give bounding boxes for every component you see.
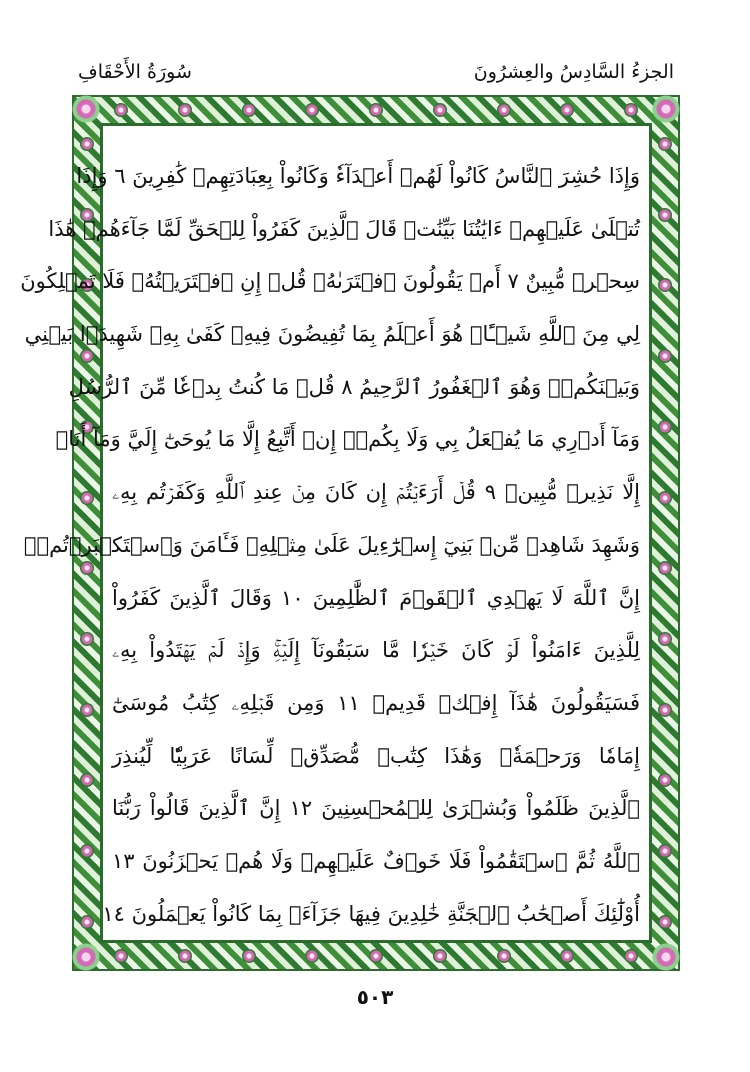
flower-icon xyxy=(560,949,574,963)
flower-icon xyxy=(114,949,128,963)
corner-flower-icon xyxy=(652,95,680,123)
flower-icon xyxy=(242,949,256,963)
quran-text xyxy=(20,150,641,940)
verse-line: لِي مِنَ ٱللَّهِ شَيۡـًٔاۖ هُوَ أَعۡلَمُ بِمَا تُفِيضُونَ فِيهِۚ كَفَىٰ بِهِۦ شَهِيدَۢا بَيۡنِي xyxy=(24,322,640,347)
verse-line: فَسَيَقُولُونَ هَٰذَآ إِفۡكٞ قَدِيمٞ ١١ وَمِن قَبۡلِهِۦ كِتَٰبُ مُوسَىٰٓ xyxy=(112,690,640,715)
flower-icon xyxy=(497,103,511,117)
surah-title: سُورَةُ الأَحْقَافِ xyxy=(78,61,192,83)
flower-icon xyxy=(369,949,383,963)
flower-icon xyxy=(178,103,192,117)
juz-title: الجزءُ السَّادِسُ والعِشرُونَ xyxy=(473,61,674,83)
flower-icon xyxy=(305,103,319,117)
verse-line: ٱلَّذِينَ ظَلَمُواْ وَبُشۡرَىٰ لِلۡمُحۡسِنِينَ ١٢ إِنَّ ٱلَّذِينَ قَالُواْ رَبُّنَا xyxy=(112,796,640,821)
flower-icon xyxy=(80,844,94,858)
corner-flower-icon xyxy=(72,943,100,971)
flower-icon xyxy=(658,208,672,222)
flower-icon xyxy=(80,703,94,717)
flower-icon xyxy=(658,915,672,929)
verse-line: لِلَّذِينَ ءَامَنُواْ لَوۡ كَانَ خَيۡرٗا مَّا سَبَقُونَآ إِلَيۡهِۚ وَإِذۡ لَمۡ يَهۡتَدُواْ بِهِۦ xyxy=(112,638,640,663)
flower-icon xyxy=(114,103,128,117)
flower-icon xyxy=(658,632,672,646)
flower-icon xyxy=(624,949,638,963)
corner-flower-icon xyxy=(72,95,100,123)
top-flower-border xyxy=(114,103,638,117)
flower-icon xyxy=(658,420,672,434)
flower-icon xyxy=(80,773,94,787)
verse-line: إِلَّا نَذِيرٞ مُّبِينٞ ٩ قُلۡ أَرَءَيۡتُمۡ إِن كَانَ مِنۡ عِندِ ٱللَّهِ وَكَفَرۡتُم بِهِۦ xyxy=(112,480,641,505)
verse-line: ٱللَّهُ ثُمَّ ٱسۡتَقَٰمُواْ فَلَا خَوۡفٌ عَلَيۡهِمۡ وَلَا هُمۡ يَحۡزَنُونَ ١٣ xyxy=(112,848,640,873)
flower-icon xyxy=(658,491,672,505)
flower-icon xyxy=(80,915,94,929)
flower-icon xyxy=(624,103,638,117)
flower-icon xyxy=(80,632,94,646)
flower-icon xyxy=(369,103,383,117)
page-number: ٥٠٣ xyxy=(356,985,394,1009)
verse-line: إِنَّ ٱللَّهَ لَا يَهۡدِي ٱلۡقَوۡمَ ٱلظَّٰلِمِينَ ١٠ وَقَالَ ٱلَّذِينَ كَفَرُواْ xyxy=(112,585,640,610)
flower-icon xyxy=(80,137,94,151)
flower-icon xyxy=(658,349,672,363)
flower-icon xyxy=(658,703,672,717)
verse-line: أُوْلَٰٓئِكَ أَصۡحَٰبُ ٱلۡجَنَّةِ خَٰلِدِينَ فِيهَا جَزَآءَۢ بِمَا كَانُواْ يَعۡمَلُونَ ١٤ xyxy=(102,901,640,926)
verse-line: تُتۡلَىٰ عَلَيۡهِمۡ ءَايَٰتُنَا بَيِّنَٰتٖ قَالَ ٱلَّذِينَ كَفَرُواْ لِلۡحَقِّ لَمَّا جَآءَهُمۡ هَٰذَا xyxy=(48,216,640,241)
verse-line: وَإِذَا حُشِرَ ٱلنَّاسُ كَانُواْ لَهُمۡ أَعۡدَآءٗ وَكَانُواْ بِعِبَادَتِهِمۡ كَٰفِرِينَ ٦ وَإِذَا xyxy=(76,164,640,188)
verse-line: وَشَهِدَ شَاهِدٞ مِّنۢ بَنِيٓ إِسۡرَٰٓءِيلَ عَلَىٰ مِثۡلِهِۦ فَـَٔامَنَ وَٱسۡتَكۡبَرۡتُمۡۚ xyxy=(23,532,640,557)
corner-flower-icon xyxy=(652,943,680,971)
flower-icon xyxy=(242,103,256,117)
verse-line: سِحۡرٞ مُّبِينٌ ٧ أَمۡ يَقُولُونَ ٱفۡتَرَىٰهُۖ قُلۡ إِنِ ٱفۡتَرَيۡتُهُۥ فَلَا تَمۡلِكُونَ xyxy=(20,269,640,294)
flower-icon xyxy=(305,949,319,963)
bottom-flower-border xyxy=(114,949,638,963)
flower-icon xyxy=(658,844,672,858)
flower-icon xyxy=(178,949,192,963)
flower-icon xyxy=(433,103,447,117)
flower-icon xyxy=(560,103,574,117)
flower-icon xyxy=(433,949,447,963)
verse-line: وَمَآ أَدۡرِي مَا يُفۡعَلُ بِي وَلَا بِكُمۡۖ إِنۡ أَتَّبِعُ إِلَّا مَا يُوحَىٰٓ إِلَيَّ وَمَآ أَنَا۠ xyxy=(55,427,640,452)
flower-icon xyxy=(497,949,511,963)
flower-icon xyxy=(80,491,94,505)
verse-line: وَبَيۡنَكُمۡۖ وَهُوَ ٱلۡغَفُورُ ٱلرَّحِيمُ ٨ قُلۡ مَا كُنتُ بِدۡعٗا مِّنَ ٱلرُّسُلِ xyxy=(68,374,640,399)
flower-icon xyxy=(658,278,672,292)
flower-icon xyxy=(658,773,672,787)
right-flower-border xyxy=(658,137,672,929)
page-header xyxy=(78,52,674,92)
flower-icon xyxy=(658,137,672,151)
verse-line: إِمَامٗا وَرَحۡمَةٗۚ وَهَٰذَا كِتَٰبٞ مُّصَدِّقٞ لِّسَانًا عَرَبِيّٗا لِّيُنذِرَ xyxy=(112,743,640,768)
flower-icon xyxy=(658,561,672,575)
